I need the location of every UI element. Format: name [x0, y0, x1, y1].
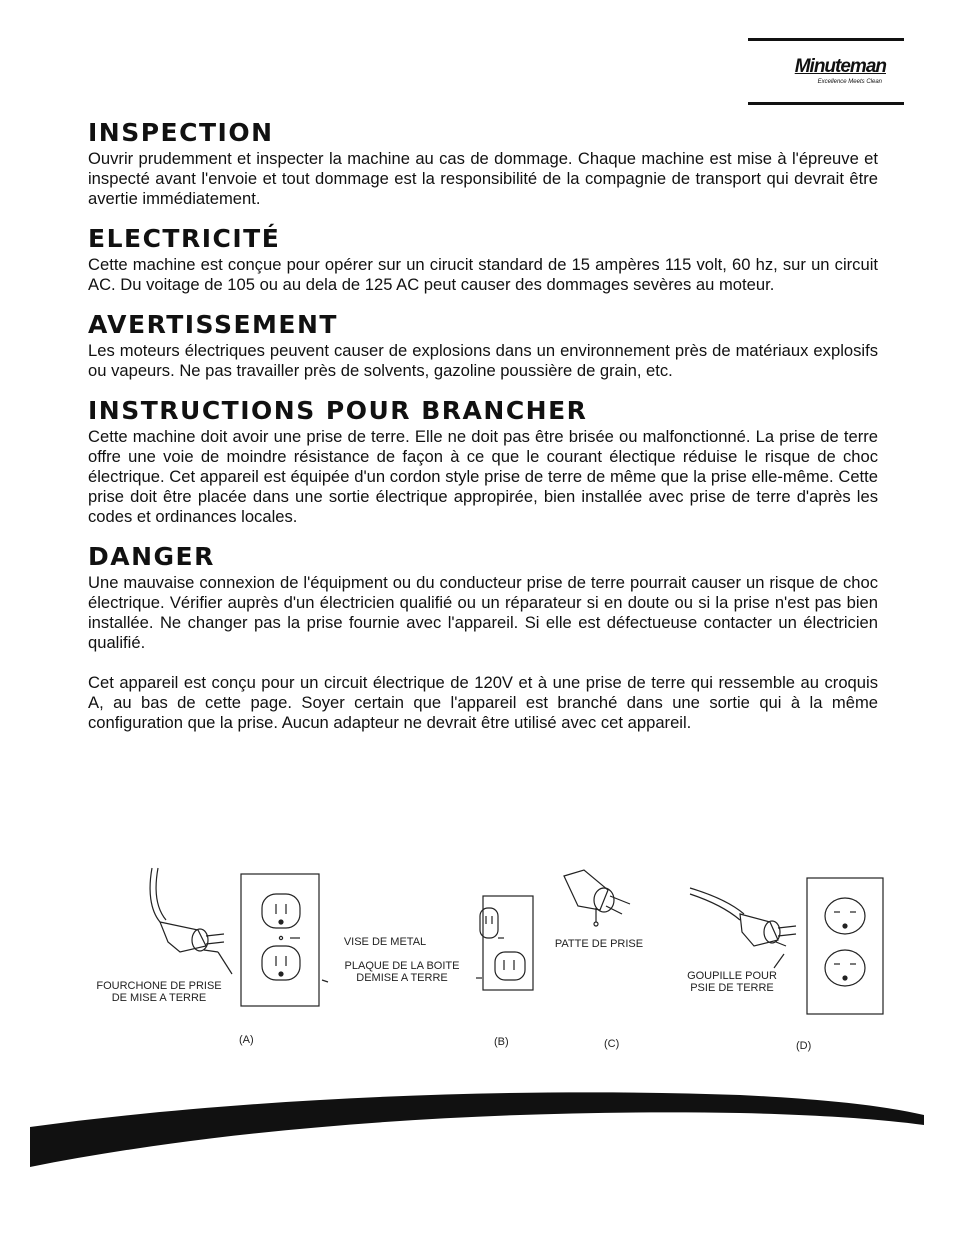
outlet-a-illustration: [241, 874, 319, 1006]
label-vise: VISE DE METAL: [343, 936, 427, 948]
label-goupille: GOUPILLE POUR PSIE DE TERRE: [687, 970, 777, 994]
caption-d: (D): [796, 1040, 812, 1052]
caption-a: (A): [239, 1034, 254, 1046]
grounding-figures: [0, 860, 954, 1060]
section-inspection: [88, 117, 878, 209]
section-title: DANGER: [88, 542, 215, 571]
section-title: INSTRUCTIONS POUR BRANCHER: [88, 396, 588, 425]
logo-rule-top: [748, 38, 904, 41]
section-paragraph: Ouvrir prudemment et inspecter la machine au cas de dommage. Chaque machine est mise à l'épreuve et inspecté avant l'envoie et tout dommage est la responsibilité de la compagnie de transport qui devrait être avertie immédiatement.: [88, 149, 878, 208]
outlet-d-illustration: [807, 878, 883, 1014]
section-paragraph: Une mauvaise connexion de l'équipment ou du conducteur prise de terre pourrait causer un risque de choc électrique. Vérifier auprès d'un électricien qualifié ou un réparateur si en doute ou si la prise n'est pas bien installée. Ne changer pas la prise fournie avec l'appareil. Si elle est défectueuse contacter un électricien qualifié.: [88, 573, 878, 652]
label-fourchone: FOURCHONE DE PRISE DE MISE A TERRE: [96, 980, 222, 1004]
logo-tagline: Excellence Meets Clean: [817, 79, 882, 85]
caption-c: (C): [604, 1038, 620, 1050]
decorative-swoosh: [0, 1075, 954, 1175]
label-plaque: PLAQUE DE LA BOITE DEMISE A TERRE: [344, 960, 460, 984]
section-paragraph: Cette machine est conçue pour opérer sur un cirucit standard de 15 ampères 115 volt, 60 hz, sur un circuit AC. Du voitage de 105 ou au dela de 125 AC peut causer des dommages sevères au moteur.: [88, 255, 878, 294]
plug-d-illustration: [690, 888, 796, 968]
document-body: [88, 117, 878, 733]
section-title: ELECTRICITÉ: [88, 224, 281, 253]
section-paragraph: Cet appareil est conçu pour un circuit électrique de 120V et à une prise de terre qui ressemble au croquis A, au bas de cette page. Soyer certain que l'appareil est branché dans une sortie qui à la même configuration que la prise. Aucun adapteur ne devrait être utilisé avec cet appareil.: [88, 673, 878, 732]
caption-b: (B): [494, 1036, 509, 1048]
plug-c-illustration: [564, 870, 630, 926]
label-patte: PATTE DE PRISE: [554, 938, 644, 950]
section-instructions-brancher: [88, 395, 878, 527]
logo-rule-bottom: [748, 102, 904, 105]
section-paragraph: Les moteurs électriques peuvent causer de explosions dans un environnement près de matériaux explosifs ou vapeurs. Ne pas travailler près de solvents, gazoline poussière de grain, etc.: [88, 341, 878, 380]
section-paragraph: Cette machine doit avoir une prise de terre. Elle ne doit pas être brisée ou malfonctionné. La prise de terre offre une voie de moindre résistance de façon à ce que le courant électique réduise le risque de choc électrique. Cet appareil est équipée d'un cordon style prise de terre de même que la prise elle-même. Cette prise doit être placée dans une sortie électrique appropirée, bien installée avec prise de terre d'après les codes et ordinances locales.: [88, 427, 878, 526]
logo-name: Minuteman: [794, 56, 886, 77]
section-title: AVERTISSEMENT: [88, 310, 338, 339]
section-avertissement: [88, 309, 878, 381]
section-danger: [88, 541, 878, 733]
plug-a-illustration: [150, 868, 232, 974]
section-title: INSPECTION: [88, 118, 274, 147]
brand-logo: [748, 36, 908, 116]
section-electricite: [88, 223, 878, 295]
grounding-diagrams: [0, 860, 954, 1060]
